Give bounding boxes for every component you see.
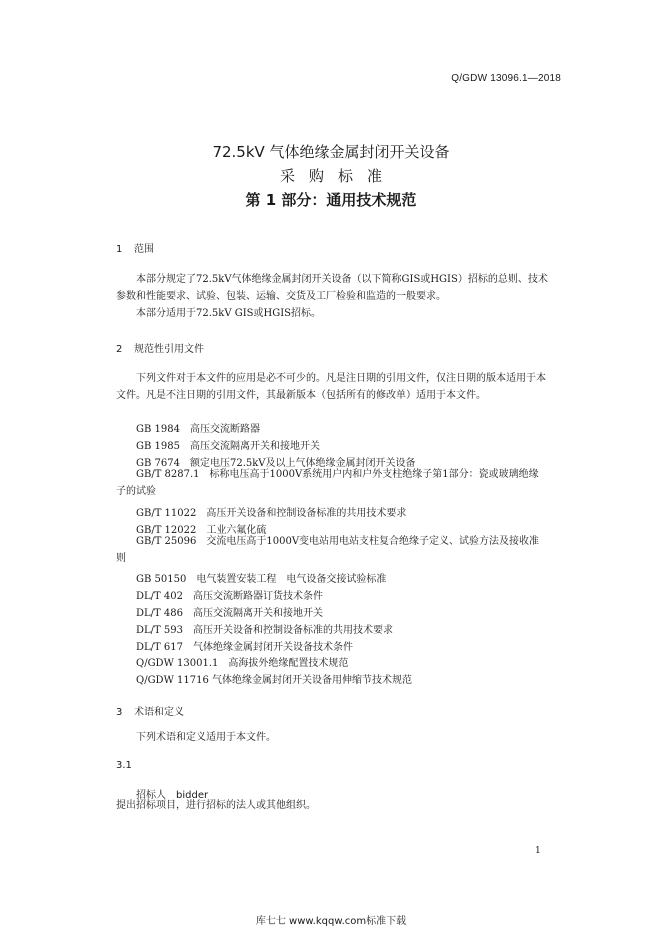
section-1-paragraph-2: 本部分适用于72.5kV GIS或HGIS招标。 xyxy=(136,308,322,319)
reference-item: Q/GDW 11716 气体绝缘金属封闭开关设备用伸缩节技术规范 xyxy=(136,675,413,686)
section-1-title: 范围 xyxy=(134,244,154,255)
document-number: Q/GDW 13096.1—2018 xyxy=(451,73,561,84)
subsection-3-1-number: 3.1 xyxy=(116,760,132,771)
page-number: 1 xyxy=(535,846,541,856)
section-1-heading xyxy=(116,240,154,255)
reference-item: DL/T 593 高压开关设备和控制设备标准的共用技术要求 xyxy=(136,625,393,636)
reference-item: DL/T 402 高压交流断路器订货技术条件 xyxy=(136,591,323,602)
reference-item: GB/T 25096 交流电压高于1000V变电站用电站支柱复合绝缘子定义、试验方法及接收准则 xyxy=(116,536,540,564)
reference-item: GB 1985 高压交流隔离开关和接地开关 xyxy=(136,441,320,452)
section-3-intro: 下列术语和定义适用于本文件。 xyxy=(136,732,276,743)
section-3-title: 术语和定义 xyxy=(134,707,184,718)
reference-item: GB/T 11022 高压开关设备和控制设备标准的共用技术要求 xyxy=(136,508,407,519)
reference-item: GB 1984 高压交流断路器 xyxy=(136,424,260,435)
reference-item: Q/GDW 13001.1 高海拔外绝缘配置技术规范 xyxy=(136,658,349,669)
title-line-2: 采购标准 xyxy=(279,167,396,185)
reference-item: GB 7674 额定电压72.5kV及以上气体绝缘金属封闭开关设备 xyxy=(136,458,416,469)
footer-watermark: 库七七 www.kqqw.com标准下载 xyxy=(255,916,407,927)
reference-item: GB/T 8287.1 标称电压高于1000V系统用户内和户外支柱绝缘子第1部分：瓷或玻璃绝缘子的试验 xyxy=(116,469,539,497)
reference-item: GB 50150 电气装置安装工程 电气设备交接试验标准 xyxy=(136,574,387,585)
section-1-paragraph-1: 本部分规定了72.5kV气体绝缘金属封闭开关设备（以下简称GIS或HGIS）招标的总则、技术参数和性能要求、试验、包装、运输、交货及工厂检验和监造的一般要求。 xyxy=(116,274,548,302)
section-3-number: 3 xyxy=(116,707,123,718)
term-definition: 提出招标项目，进行招标的法人或其他组织。 xyxy=(116,800,316,811)
section-2-number: 2 xyxy=(116,344,123,355)
section-1-number: 1 xyxy=(116,244,123,255)
reference-item: DL/T 486 高压交流隔离开关和接地开关 xyxy=(136,608,323,619)
section-2-intro: 下列文件对于本文件的应用是必不可少的。凡是注日期的引用文件，仅注日期的版本适用于本文件。凡是不注日期的引用文件，其最新版本（包括所有的修改单）适用于本文件。 xyxy=(116,373,546,401)
title-line-3: 第 1 部分：通用技术规范 xyxy=(245,191,417,209)
reference-item: DL/T 617 气体绝缘金属封闭开关设备技术条件 xyxy=(136,642,353,653)
term-bidder: 招标人 bidder xyxy=(136,790,209,801)
title-line-1: 72.5kV 气体绝缘金属封闭开关设备 xyxy=(212,143,450,161)
section-2-title: 规范性引用文件 xyxy=(134,344,204,355)
section-2-heading xyxy=(116,340,204,355)
reference-item: GB/T 12022 工业六氟化硫 xyxy=(136,525,267,536)
section-3-heading xyxy=(116,703,184,718)
